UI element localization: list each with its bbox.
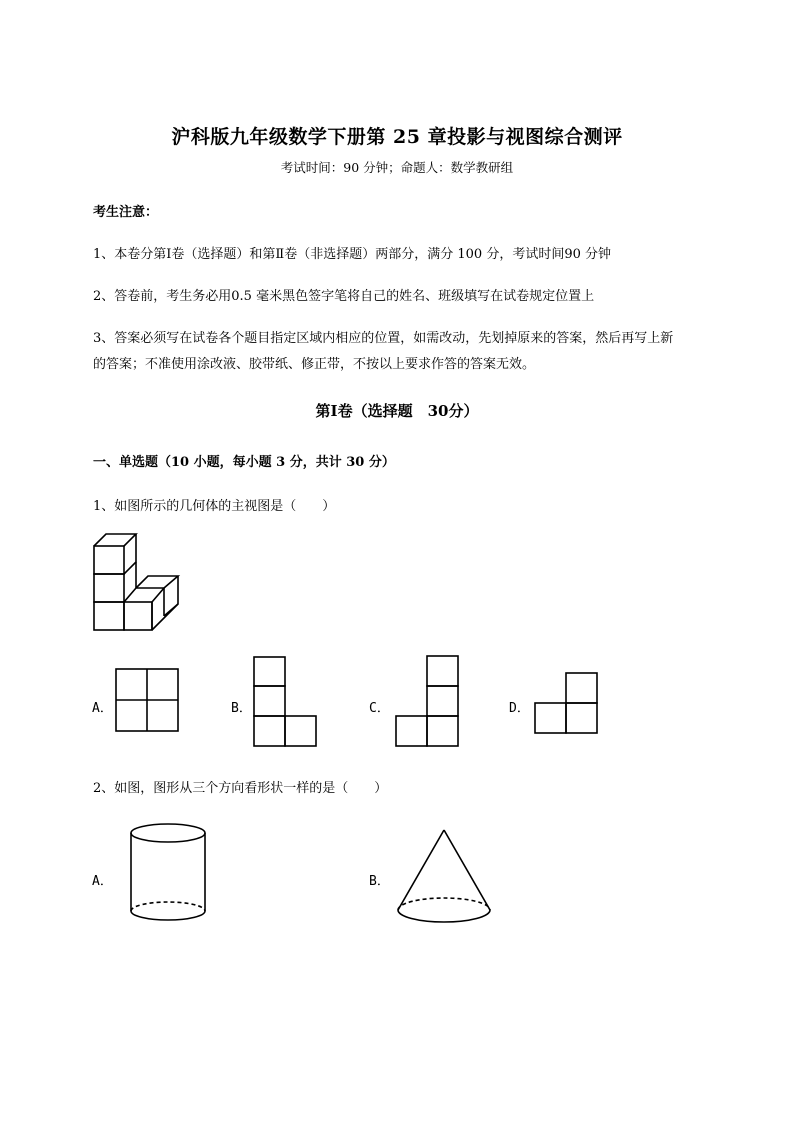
section-title: 第Ⅰ卷（选择题 30分） — [315, 402, 479, 420]
cone-figure[interactable] — [396, 829, 496, 925]
question-1-stem: 1、如图所示的几何体的主视图是（ ） — [93, 499, 336, 514]
part-heading: 一、单选题（10 小题，每小题 3 分，共计 30 分） — [93, 455, 395, 470]
q1-option-b-label[interactable]: B． — [231, 701, 252, 716]
cube-stack-figure — [92, 532, 187, 632]
notice-item-3: 3、答案必须写在试卷各个题目指定区域内相应的位置，如需改动，先划掉原来的答案，然后再写上新 — [93, 331, 674, 346]
q1-option-c-figure[interactable] — [396, 656, 460, 748]
q2-option-b-label[interactable]: B． — [369, 874, 390, 889]
q2-option-a-label[interactable]: A． — [92, 874, 113, 889]
cylinder-figure[interactable] — [130, 823, 210, 923]
q1-option-d-label[interactable]: D． — [509, 701, 530, 716]
q1-option-d-figure[interactable] — [535, 673, 599, 735]
question-2-stem: 2、如图，图形从三个方向看形状一样的是（ ） — [93, 781, 388, 796]
notice-heading: 考生注意： — [93, 205, 159, 220]
notice-item-2: 2、答卷前，考生务必用0.5 毫米黑色签字笔将自己的姓名、班级填写在试卷规定位置上 — [93, 289, 595, 304]
notice-item-3-cont: 的答案；不准使用涂改液、胶带纸、修正带，不按以上要求作答的答案无效。 — [93, 357, 536, 372]
q1-option-b-figure[interactable] — [254, 657, 318, 749]
exam-info: 考试时间：90 分钟；命题人：数学教研组 — [280, 160, 514, 175]
q1-option-c-label[interactable]: C． — [369, 701, 390, 716]
q1-option-a-label[interactable]: A． — [92, 701, 113, 716]
notice-item-1: 1、本卷分第Ⅰ卷（选择题）和第Ⅱ卷（非选择题）两部分，满分 100 分，考试时间90 分钟 — [93, 247, 611, 262]
q1-option-a-figure[interactable] — [116, 669, 180, 733]
page-title: 沪科版九年级数学下册第 25 章投影与视图综合测评 — [171, 126, 623, 148]
